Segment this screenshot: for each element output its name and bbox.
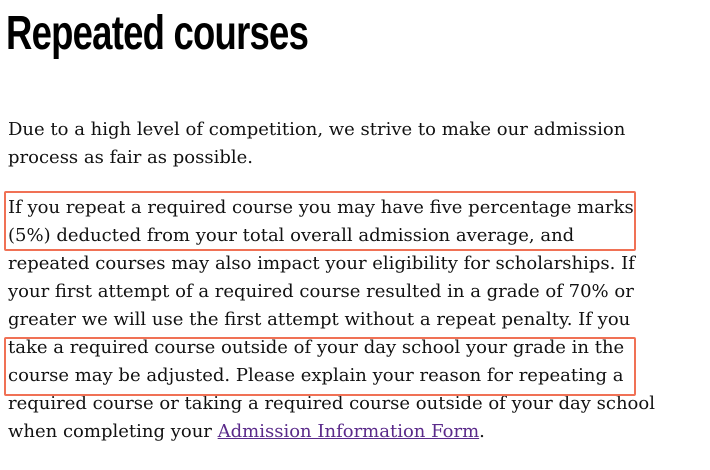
paragraph-line: your first attempt of a required course resulted in a grade of 70% or <box>8 281 634 302</box>
intro-line: Due to a high level of competition, we strive to make our admission <box>8 119 626 140</box>
intro-line: process as fair as possible. <box>8 147 253 168</box>
paragraph-last-line <box>8 418 688 446</box>
paragraph-line: course may be adjusted. Please explain your reason for repeating a <box>8 365 624 386</box>
paragraph-line: greater we will use the first attempt without a repeat penalty. If you <box>8 309 631 330</box>
intro-paragraph <box>8 116 668 172</box>
last-line-prefix: when completing your <box>8 421 218 442</box>
last-line-suffix: . <box>479 421 485 442</box>
paragraph-line: (5%) deducted from your total overall admission average, and <box>8 225 575 246</box>
repeat-policy-paragraph <box>8 194 688 446</box>
paragraph-line: If you repeat a required course you may have five percentage marks <box>8 197 634 218</box>
page-title: Repeated courses <box>6 7 309 60</box>
admission-information-form-link[interactable]: Admission Information Form <box>217 421 480 442</box>
paragraph-line: required course or taking a required course outside of your day school <box>8 393 655 414</box>
paragraph-line: take a required course outside of your day school your grade in the <box>8 337 625 358</box>
paragraph-line: repeated courses may also impact your eligibility for scholarships. If <box>8 253 635 274</box>
